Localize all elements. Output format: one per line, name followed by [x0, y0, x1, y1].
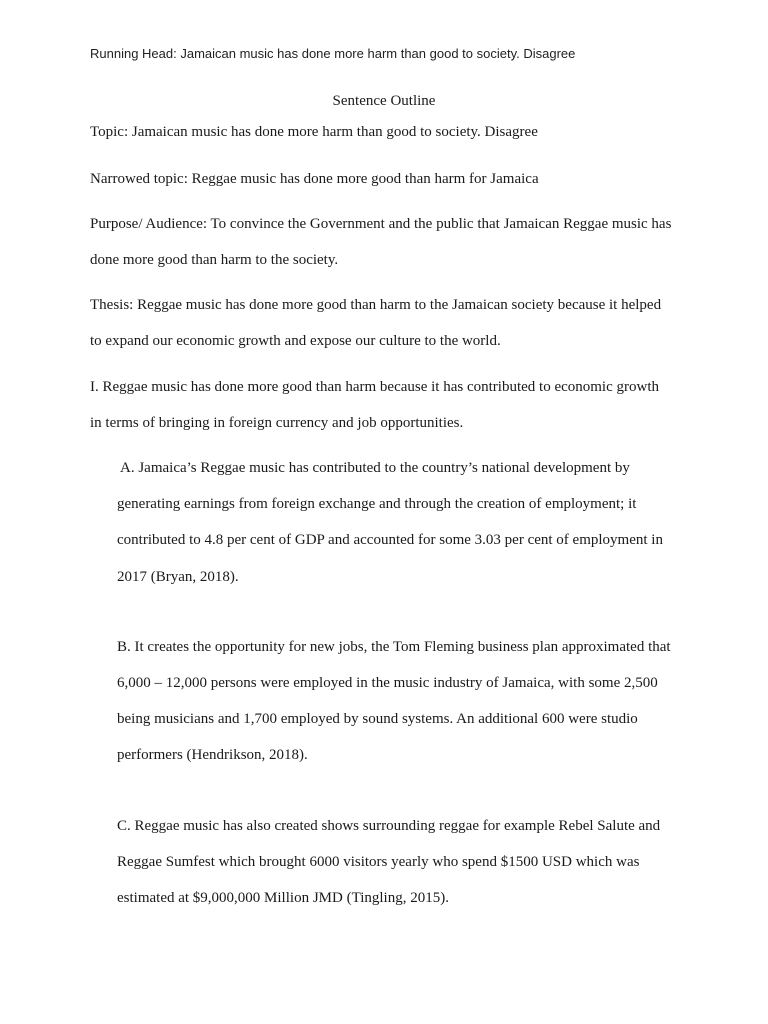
sub-b-line-4: performers (Hendrikson, 2018).	[117, 747, 308, 763]
sub-a-line-4: 2017 (Bryan, 2018).	[117, 569, 239, 585]
sub-c-line-3: estimated at $9,000,000 Million JMD (Tingling, 2015).	[117, 890, 449, 906]
point-one-line-2: in terms of bringing in foreign currency and job opportunities.	[90, 415, 464, 431]
sub-a-line-3: contributed to 4.8 per cent of GDP and accounted for some 3.03 per cent of employment in	[117, 532, 663, 548]
outline-title: Sentence Outline	[332, 93, 436, 109]
sub-a-line-1: A. Jamaica’s Reggae music has contributed to the country’s national development by	[120, 460, 630, 476]
sub-a-line-2: generating earnings from foreign exchange and through the creation of employment; it	[117, 496, 637, 512]
topic-line: Topic: Jamaican music has done more harm than good to society. Disagree	[90, 124, 538, 140]
purpose-line-1: Purpose/ Audience: To convince the Government and the public that Jamaican Reggae music has	[90, 216, 672, 232]
sub-b-line-1: B. It creates the opportunity for new jobs, the Tom Fleming business plan approximated that	[117, 639, 671, 655]
thesis-line-2: to expand our economic growth and expose our culture to the world.	[90, 333, 501, 349]
running-head: Running Head: Jamaican music has done more harm than good to society. Disagree	[90, 46, 576, 61]
sub-c-line-2: Reggae Sumfest which brought 6000 visitors yearly who spend $1500 USD which was	[117, 854, 640, 870]
point-one-line-1: I. Reggae music has done more good than harm because it has contributed to economic growth	[90, 379, 660, 395]
purpose-line-2: done more good than harm to the society.	[90, 252, 339, 268]
sub-b-line-2: 6,000 – 12,000 persons were employed in the music industry of Jamaica, with some 2,500	[117, 675, 658, 691]
thesis-line-1: Thesis: Reggae music has done more good than harm to the Jamaican society because it helped	[90, 297, 662, 313]
narrowed-topic-line: Narrowed topic: Reggae music has done more good than harm for Jamaica	[90, 171, 539, 187]
sub-c-line-1: C. Reggae music has also created shows surrounding reggae for example Rebel Salute and	[117, 818, 661, 834]
sub-b-line-3: being musicians and 1,700 employed by sound systems. An additional 600 were studio	[117, 711, 638, 727]
